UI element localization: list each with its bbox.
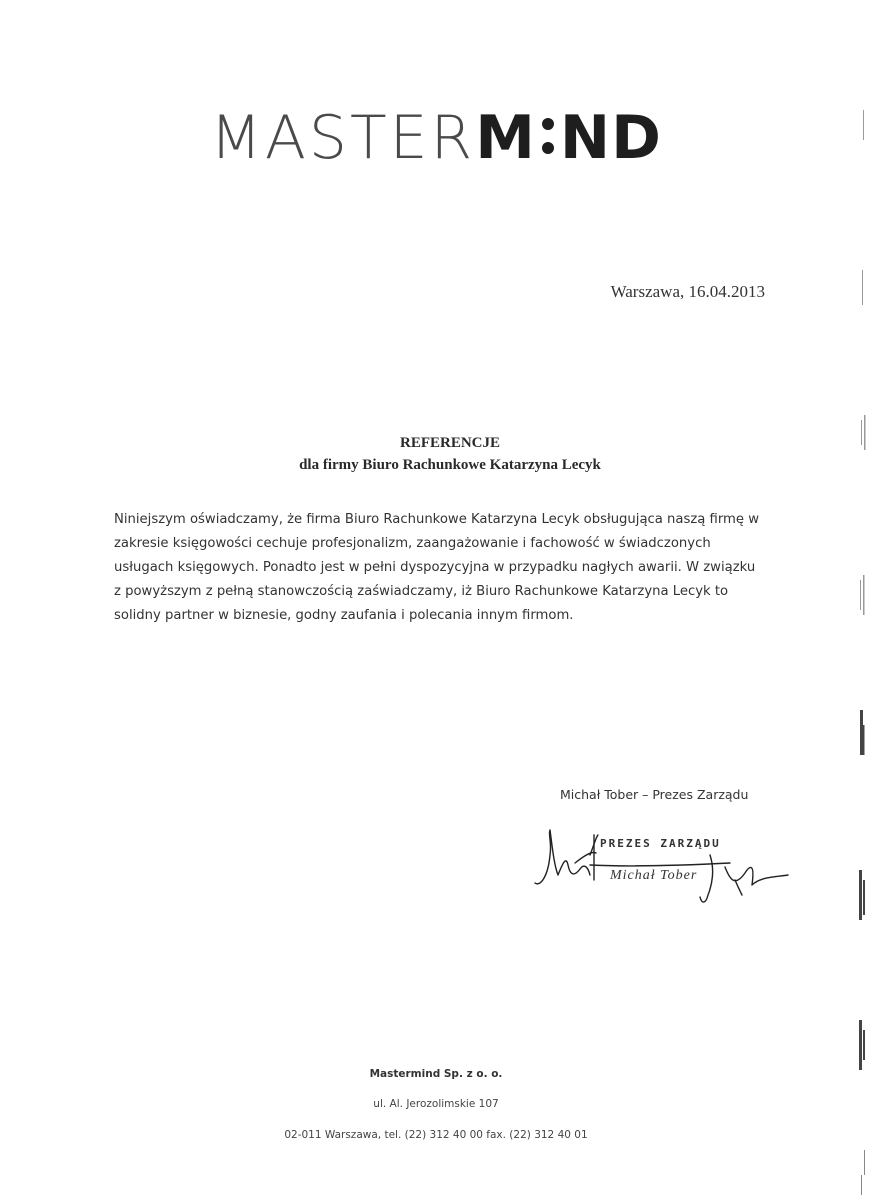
stamp-name: Michał Tober [610, 868, 698, 883]
footer-street: ul. Al. Jerozolimskie 107 [373, 1098, 499, 1110]
company-logo [0, 103, 872, 173]
logo-colon-mark [540, 112, 556, 158]
letter-heading [0, 432, 872, 476]
footer-company: Mastermind Sp. z o. o. [369, 1068, 503, 1080]
signer-line: Michał Tober – Prezes Zarządu [560, 787, 749, 802]
letter-body [114, 508, 774, 628]
body-line: zakresie księgowości cechuje profesjonalizm, zaangażowanie i fachowość w świadczonych [114, 536, 711, 551]
logo-text-bold-right: ND [559, 103, 662, 173]
footer-contact: 02-011 Warszawa, tel. (22) 312 40 00 fax. (22) 312 40 01 [284, 1129, 588, 1141]
logo-text-light: MASTER [210, 103, 476, 173]
body-line: z powyższym z pełną stanowczością zaświadczamy, iż Biuro Rachunkowe Katarzyna Lecyk to [114, 584, 729, 599]
body-line: solidny partner w biznesie, godny zaufania i polecania innym firmom. [114, 608, 574, 623]
logo-text-bold-left: M [475, 103, 536, 173]
letter-subtitle: dla firmy Biuro Rachunkowe Katarzyna Lecyk [299, 457, 601, 473]
letter-title: REFERENCJE [399, 435, 500, 451]
scan-edge-artifact [854, 0, 868, 1200]
letter-date: Warszawa, 16.04.2013 [610, 282, 765, 301]
stamp-title: PREZES ZARZĄDU [600, 837, 721, 850]
body-line: Niniejszym oświadczamy, że firma Biuro Rachunkowe Katarzyna Lecyk obsługująca naszą firmę w [114, 512, 759, 527]
body-line: usługach księgowych. Ponadto jest w pełni dyspozycyjna w przypadku nagłych awarii. W związku [114, 560, 756, 575]
